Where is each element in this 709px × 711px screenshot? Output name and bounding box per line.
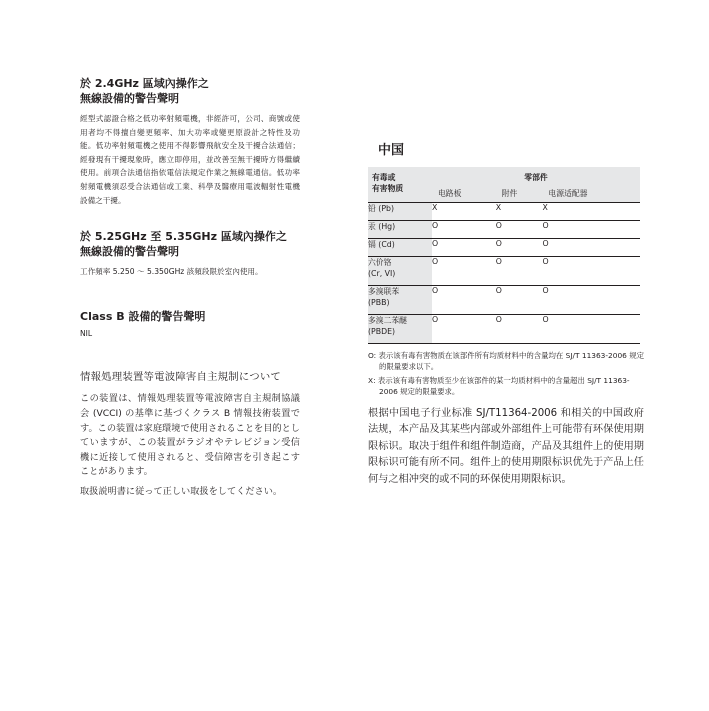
note-o: O: 表示该有毒有害物质在该部件所有均质材料中的含量均在 SJ/T 11363-2006 规定的限量要求以下。 bbox=[368, 351, 644, 372]
table-cell: O bbox=[542, 239, 640, 257]
section-5ghz bbox=[80, 229, 300, 279]
table-cell: O bbox=[432, 239, 496, 257]
title-line-2: 無線設備的警告聲明 bbox=[80, 245, 179, 259]
section-5ghz-body: 工作頻率 5.250 ～ 5.350GHz 該頻段限於室內使用。 bbox=[80, 267, 263, 277]
section-class-b-body: NIL bbox=[80, 328, 93, 338]
table-cell: O bbox=[542, 221, 640, 239]
table-row bbox=[368, 221, 640, 239]
substance-name: 镉 (Cd) bbox=[368, 239, 432, 257]
title-line-1: 於 2.4GHz 區域內操作之 bbox=[80, 77, 209, 90]
section-2-4ghz bbox=[80, 76, 300, 207]
section-2-4ghz-body: 經型式認證合格之低功率射頻電機，非經許可，公司、商號或使用者均不得擅自變更頻率、加大功率或變更原設計之特性及功能。低功率射頻電機之使用不得影響飛航安全及干擾合法通信；經發現有干擾現象時，應立即停用，並改善至無干擾時方得繼續使用。前項合法通信指依電信法規定作業之無線電通信。低功率射頻電機須忍受合法通信或工業、科學及醫療用電波輻射性電機設備之干擾。 bbox=[80, 114, 300, 205]
header-cat-line-1: 有毒或 bbox=[372, 173, 396, 182]
substance-name-line-2: (PBDE) bbox=[368, 327, 396, 336]
column-header-power-adapter: 电源适配器 bbox=[542, 188, 640, 203]
note-x: X: 表示该有毒有害物质至少在该部件的某一均质材料中的含量超出 SJ/T 11363-2006 规定的限量要求。 bbox=[368, 375, 630, 397]
table-cell: X bbox=[496, 203, 543, 221]
substance-name-line-1: 多溴联苯 bbox=[368, 287, 400, 296]
table-cell: O bbox=[542, 315, 640, 344]
section-vcci-title: 情報処理装置等電波障害自主規制について bbox=[80, 371, 282, 384]
section-vcci-instruction: 取扱説明書に従って正しい取扱をしてください。 bbox=[80, 485, 283, 497]
table-header-row bbox=[368, 167, 640, 188]
hazardous-substances-table bbox=[368, 167, 640, 344]
table-header-parts: 零部件 bbox=[432, 167, 640, 188]
substance-name-line-2: (Cr, VI) bbox=[368, 269, 396, 278]
table-cell: O bbox=[496, 286, 543, 315]
substance-name bbox=[368, 257, 432, 286]
substance-name: 汞 (Hg) bbox=[368, 221, 432, 239]
column-header-circuit-board: 电路板 bbox=[432, 188, 496, 203]
substance-name bbox=[368, 315, 432, 344]
table-cell: O bbox=[432, 315, 496, 344]
section-vcci-body: この装置は、情報処理装置等電波障害自主規制協議会 (VCCI) の基準に基づくクラス B 情報技術装置です。この装置は家庭環境で使用されることを目的としていますが、この装置がラジオやテレビジョン受信機に近接して使用されると、受信障害を引き起こすことがあります。 bbox=[80, 393, 300, 478]
table-header-category bbox=[368, 167, 432, 203]
section-2-4ghz-title bbox=[80, 76, 300, 106]
header-cat-line-2: 有害物质 bbox=[372, 184, 404, 193]
title-line-1: 於 5.25GHz 至 5.35GHz 區域內操作之 bbox=[80, 230, 287, 244]
table-cell: O bbox=[432, 257, 496, 286]
table-cell: O bbox=[432, 221, 496, 239]
table-row bbox=[368, 286, 640, 315]
china-title: 中国 bbox=[378, 143, 405, 158]
section-class-b bbox=[80, 309, 300, 341]
substance-name bbox=[368, 286, 432, 315]
table-cell: O bbox=[542, 286, 640, 315]
substance-name: 铅 (Pb) bbox=[368, 203, 432, 221]
china-paragraph: 根据中国电子行业标准 SJ/T11364-2006 和相关的中国政府法规，本产品及其某些内部或外部组件上可能带有环保使用期限标识。取决于组件和组件制造商，产品及其组件上的使用期限标识可能有所不同。组件上的使用期限标识优先于产品上任何与之相冲突的或不同的环保使用期限标识。 bbox=[368, 407, 644, 485]
right-column bbox=[368, 142, 644, 489]
left-column bbox=[80, 76, 300, 522]
table-row bbox=[368, 257, 640, 286]
table-cell: X bbox=[542, 203, 640, 221]
substance-name-line-1: 六价铬 bbox=[368, 258, 392, 267]
table-cell: O bbox=[432, 286, 496, 315]
table-cell: O bbox=[496, 221, 543, 239]
table-cell: O bbox=[496, 239, 543, 257]
section-5ghz-title bbox=[80, 229, 300, 259]
substance-name-line-1: 多溴二苯醚 bbox=[368, 316, 407, 325]
table-row bbox=[368, 203, 640, 221]
table-row bbox=[368, 239, 640, 257]
table-cell: O bbox=[496, 257, 543, 286]
section-class-b-title: Class B 設備的警告聲明 bbox=[80, 309, 206, 323]
section-vcci bbox=[80, 370, 300, 499]
column-header-accessories: 附件 bbox=[496, 188, 543, 203]
substance-name-line-2: (PBB) bbox=[368, 298, 390, 307]
title-line-2: 無線設備的警告聲明 bbox=[80, 92, 179, 105]
table-row bbox=[368, 315, 640, 344]
table-cell: X bbox=[432, 203, 496, 221]
table-cell: O bbox=[542, 257, 640, 286]
table-cell: O bbox=[496, 315, 543, 344]
